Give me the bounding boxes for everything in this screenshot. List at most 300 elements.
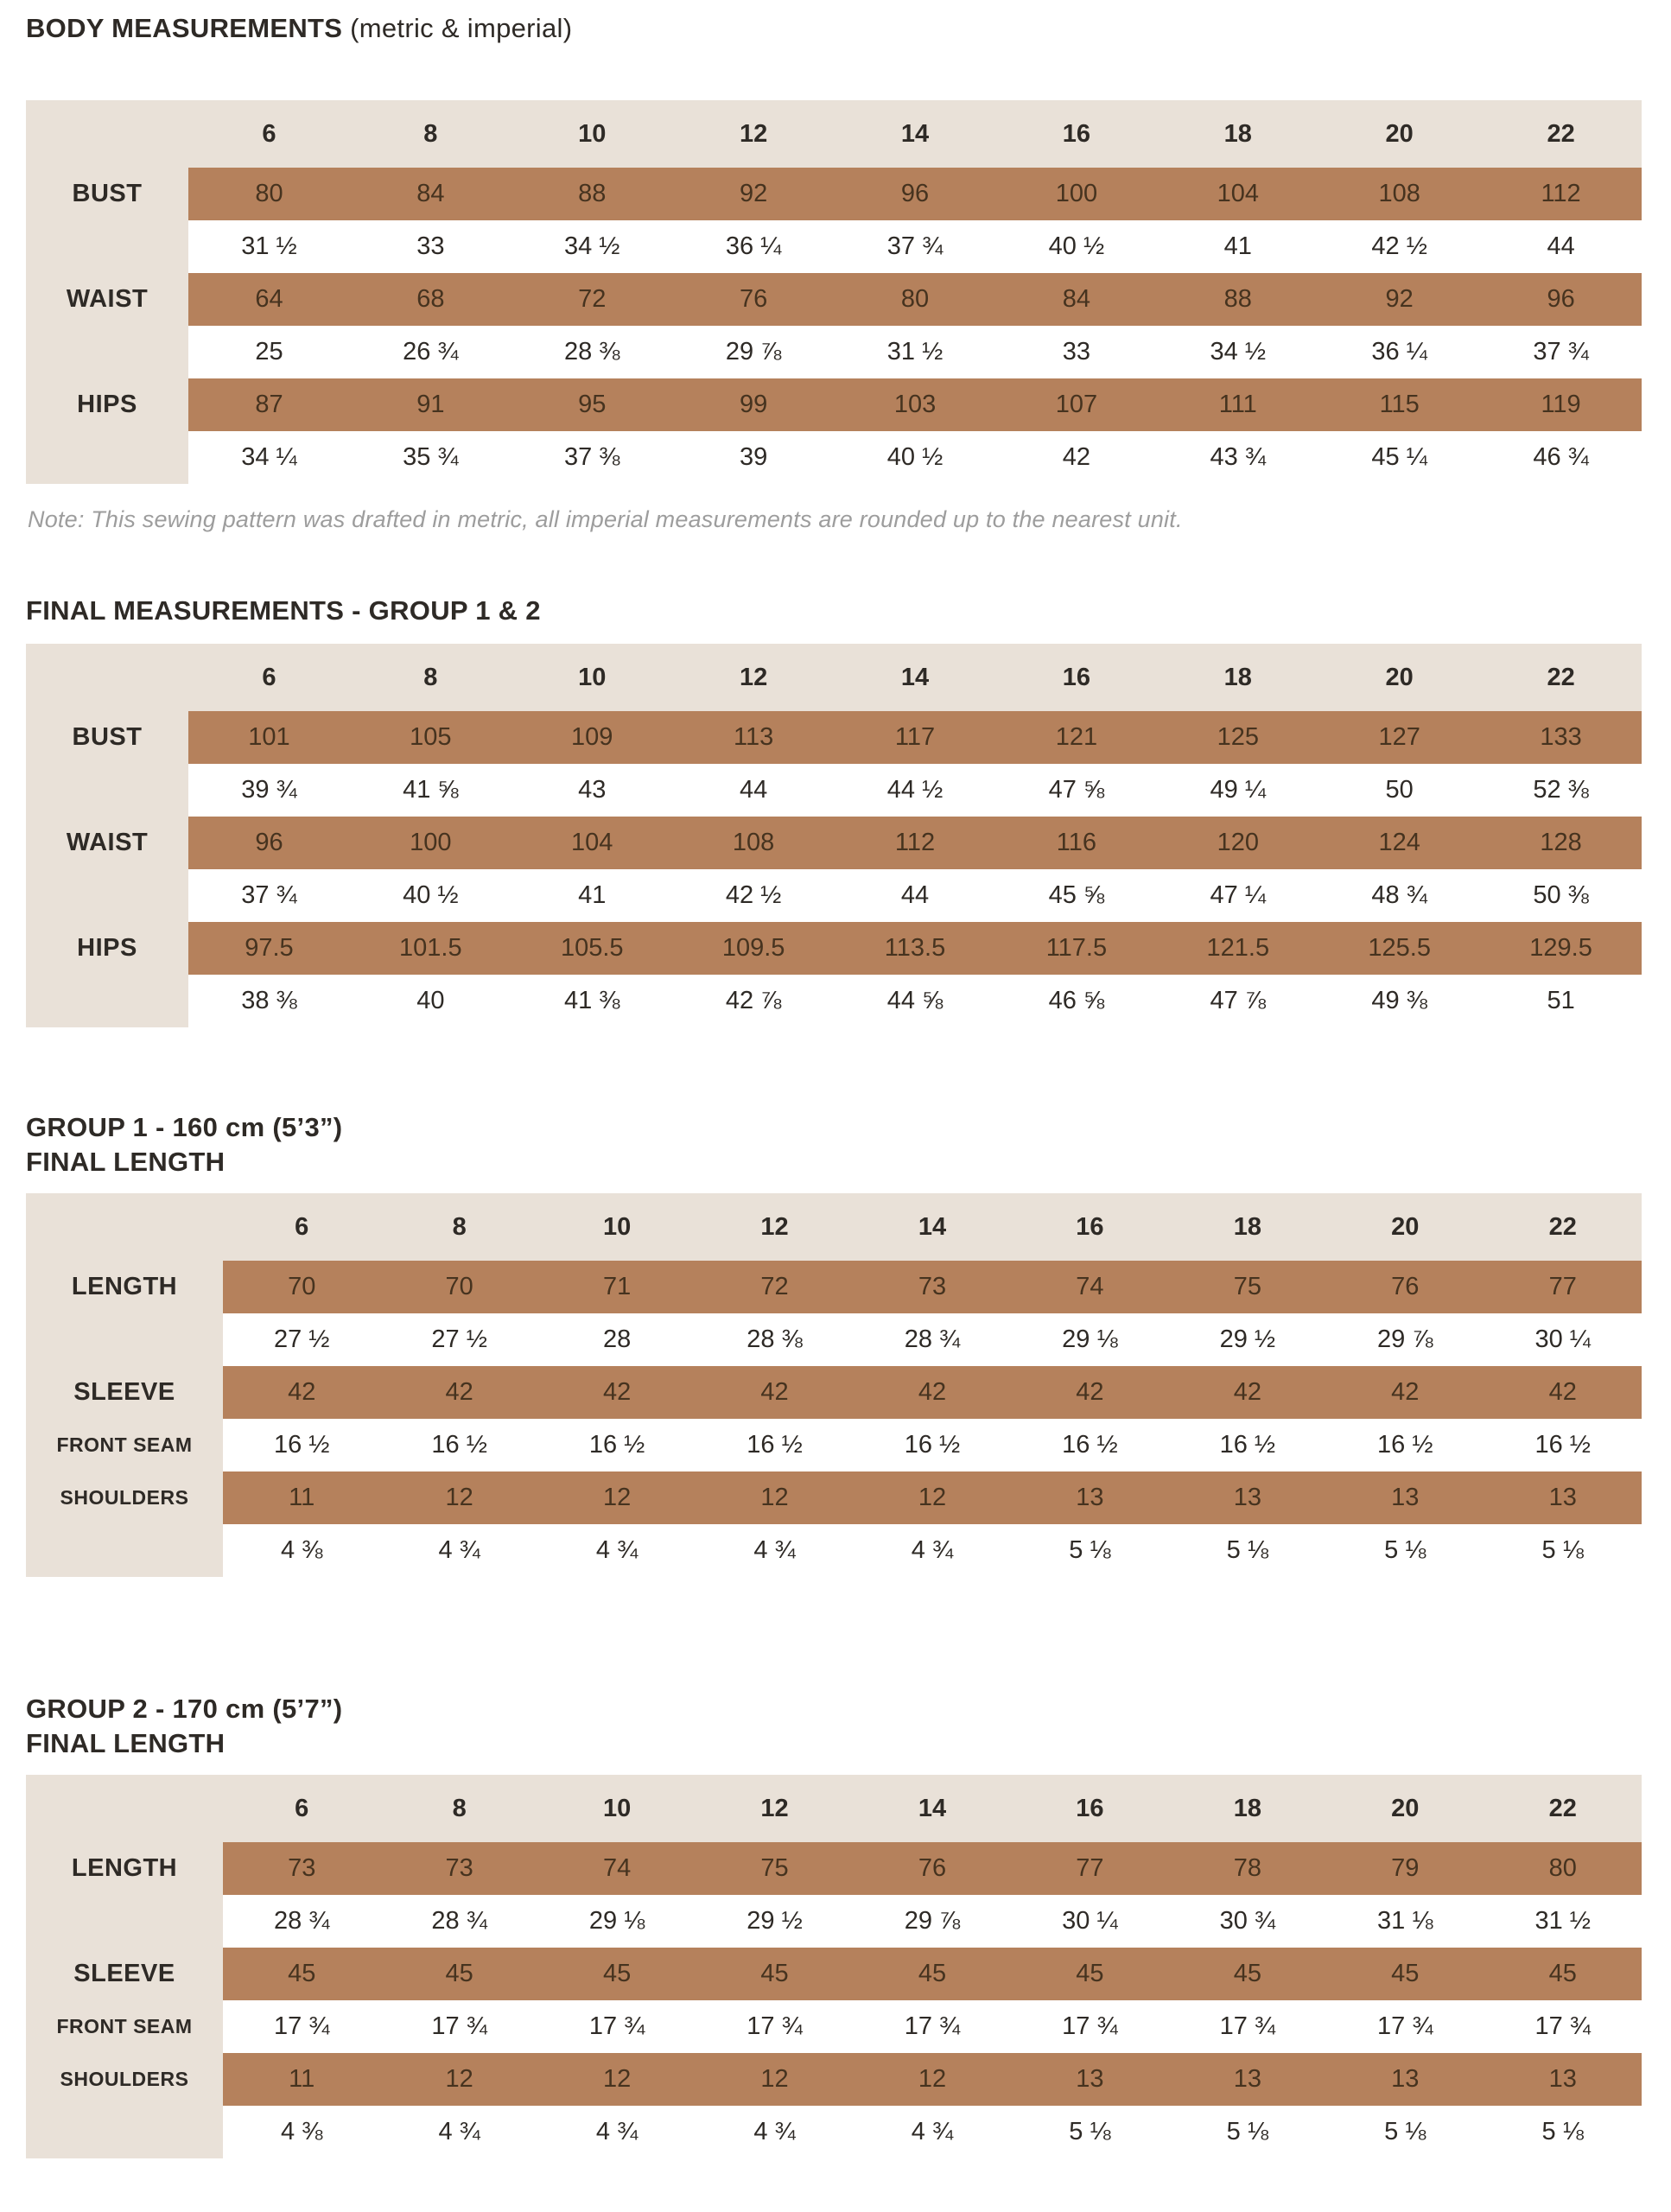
measurement-value: 44 ½ xyxy=(835,764,996,817)
size-column-header: 12 xyxy=(739,119,768,148)
measurement-value: 40 ½ xyxy=(835,431,996,484)
measurement-row xyxy=(26,1948,1642,2000)
measurement-value: 39 xyxy=(673,431,835,484)
row-label xyxy=(26,1313,223,1366)
measurement-value: 26 ¾ xyxy=(350,326,511,378)
measurement-value: 13 xyxy=(1484,1471,1642,1524)
measurement-value: 112 xyxy=(835,817,996,869)
measurement-value: 48 ¾ xyxy=(1318,869,1480,922)
measurement-value: 45 xyxy=(380,1948,537,2000)
measurement-value: 16 ½ xyxy=(1484,1419,1642,1471)
measurement-value: 50 xyxy=(1318,764,1480,817)
measurement-value: 80 xyxy=(188,168,350,220)
measurement-value: 28 xyxy=(538,1313,696,1366)
measurement-value: 12 xyxy=(380,2053,537,2106)
measurement-value: 92 xyxy=(1318,273,1480,326)
measurement-value: 31 ⅛ xyxy=(1326,1895,1484,1948)
size-header-row xyxy=(26,1775,1642,1842)
measurement-value: 16 ½ xyxy=(1011,1419,1168,1471)
measurement-value: 12 xyxy=(538,1471,696,1524)
measurement-value: 41 xyxy=(511,869,673,922)
measurement-value: 88 xyxy=(1157,273,1318,326)
size-column-header: 10 xyxy=(602,1794,632,1822)
group1-heading xyxy=(26,1110,1642,1179)
measurement-value: 44 ⅝ xyxy=(835,975,996,1027)
measurement-value: 79 xyxy=(1326,1842,1484,1895)
row-label: LENGTH xyxy=(26,1261,223,1313)
measurement-value: 45 xyxy=(1326,1948,1484,2000)
measurement-value: 45 ¼ xyxy=(1318,431,1480,484)
measurement-value: 42 ⅞ xyxy=(673,975,835,1027)
size-column-header: 14 xyxy=(918,1794,947,1822)
measurement-value: 16 ½ xyxy=(1326,1419,1484,1471)
measurement-value: 108 xyxy=(1318,168,1480,220)
measurement-value: 43 ¾ xyxy=(1157,431,1318,484)
measurement-value: 42 xyxy=(223,1366,380,1419)
final-measurements-heading: FINAL MEASUREMENTS - GROUP 1 & 2 xyxy=(26,595,541,626)
measurement-value: 92 xyxy=(673,168,835,220)
measurement-value: 28 ¾ xyxy=(380,1895,537,1948)
measurement-value: 125 xyxy=(1157,711,1318,764)
row-label xyxy=(26,764,188,817)
row-label: FRONT SEAM xyxy=(26,1419,223,1471)
size-column-header: 16 xyxy=(1062,663,1091,691)
measurement-value: 34 ¼ xyxy=(188,431,350,484)
size-column-header: 6 xyxy=(262,119,276,148)
measurement-value: 70 xyxy=(380,1261,537,1313)
measurement-value: 42 xyxy=(538,1366,696,1419)
row-label: FRONT SEAM xyxy=(26,2000,223,2053)
measurement-value: 42 xyxy=(1326,1366,1484,1419)
measurement-value: 5 ⅛ xyxy=(1169,2106,1326,2158)
measurement-value: 45 xyxy=(223,1948,380,2000)
measurement-value: 29 ½ xyxy=(1169,1313,1326,1366)
measurement-value: 5 ⅛ xyxy=(1484,2106,1642,2158)
measurement-value: 97.5 xyxy=(188,922,350,975)
measurement-row xyxy=(26,431,1642,484)
measurement-row xyxy=(26,2106,1642,2158)
measurement-value: 17 ¾ xyxy=(538,2000,696,2053)
measurement-value: 13 xyxy=(1484,2053,1642,2106)
measurement-value: 40 xyxy=(350,975,511,1027)
note-text: Note: This sewing pattern was drafted in metric, all imperial measurements are rounded up to the nearest unit. xyxy=(28,506,1183,532)
measurement-value: 29 ⅞ xyxy=(1326,1313,1484,1366)
row-label xyxy=(26,326,188,378)
row-label: BUST xyxy=(26,168,188,220)
measurement-value: 4 ¾ xyxy=(854,1524,1011,1577)
measurement-value: 47 ⅞ xyxy=(1157,975,1318,1027)
measurement-value: 17 ¾ xyxy=(1326,2000,1484,2053)
measurement-value: 109 xyxy=(511,711,673,764)
measurement-value: 30 ¼ xyxy=(1011,1895,1168,1948)
measurement-value: 121 xyxy=(995,711,1157,764)
measurement-value: 11 xyxy=(223,2053,380,2106)
measurement-value: 4 ¾ xyxy=(380,2106,537,2158)
size-column-header: 20 xyxy=(1391,1212,1420,1241)
measurement-row xyxy=(26,2000,1642,2053)
measurement-value: 73 xyxy=(223,1842,380,1895)
measurement-row xyxy=(26,168,1642,220)
measurement-value: 72 xyxy=(511,273,673,326)
measurement-value: 17 ¾ xyxy=(1484,2000,1642,2053)
measurement-value: 45 xyxy=(696,1948,853,2000)
measurement-value: 95 xyxy=(511,378,673,431)
measurement-value: 4 ⅜ xyxy=(223,1524,380,1577)
measurement-row xyxy=(26,1419,1642,1471)
measurement-value: 12 xyxy=(380,1471,537,1524)
measurement-value: 133 xyxy=(1480,711,1642,764)
measurement-value: 99 xyxy=(673,378,835,431)
measurement-value: 88 xyxy=(511,168,673,220)
size-column-header: 18 xyxy=(1233,1212,1261,1241)
size-column-header: 18 xyxy=(1233,1794,1261,1822)
measurement-value: 45 xyxy=(1011,1948,1168,2000)
measurement-value: 25 xyxy=(188,326,350,378)
measurement-value: 4 ¾ xyxy=(696,1524,853,1577)
page-title-main: BODY MEASUREMENTS xyxy=(26,13,343,43)
measurement-value: 5 ⅛ xyxy=(1011,1524,1168,1577)
size-header-row xyxy=(26,1193,1642,1261)
measurement-value: 31 ½ xyxy=(188,220,350,273)
row-label: HIPS xyxy=(26,922,188,975)
measurement-value: 16 ½ xyxy=(1169,1419,1326,1471)
measurement-value: 84 xyxy=(995,273,1157,326)
measurement-value: 120 xyxy=(1157,817,1318,869)
measurement-value: 12 xyxy=(696,1471,853,1524)
measurement-value: 47 ⅝ xyxy=(995,764,1157,817)
measurement-value: 40 ½ xyxy=(350,869,511,922)
measurement-value: 33 xyxy=(350,220,511,273)
measurement-value: 12 xyxy=(538,2053,696,2106)
measurement-value: 5 ⅛ xyxy=(1169,1524,1326,1577)
measurement-value: 44 xyxy=(835,869,996,922)
measurement-value: 101.5 xyxy=(350,922,511,975)
measurement-row xyxy=(26,764,1642,817)
measurement-value: 16 ½ xyxy=(696,1419,853,1471)
size-column-header: 8 xyxy=(423,663,438,691)
measurement-row xyxy=(26,922,1642,975)
measurement-value: 87 xyxy=(188,378,350,431)
measurement-value: 76 xyxy=(1326,1261,1484,1313)
measurement-value: 28 ⅜ xyxy=(511,326,673,378)
measurement-value: 77 xyxy=(1011,1842,1168,1895)
row-label xyxy=(26,869,188,922)
measurement-row xyxy=(26,220,1642,273)
measurement-row xyxy=(26,1842,1642,1895)
measurement-value: 46 ¾ xyxy=(1480,431,1642,484)
measurement-value: 28 ⅜ xyxy=(696,1313,853,1366)
row-label xyxy=(26,975,188,1027)
measurement-value: 117.5 xyxy=(995,922,1157,975)
measurement-value: 29 ⅞ xyxy=(854,1895,1011,1948)
measurement-value: 5 ⅛ xyxy=(1326,2106,1484,2158)
measurement-value: 43 xyxy=(511,764,673,817)
measurement-value: 16 ½ xyxy=(223,1419,380,1471)
size-column-header: 16 xyxy=(1076,1212,1104,1241)
measurement-value: 84 xyxy=(350,168,511,220)
size-column-header: 12 xyxy=(760,1794,789,1822)
measurement-value: 36 ¼ xyxy=(673,220,835,273)
measurement-value: 28 ¾ xyxy=(223,1895,380,1948)
measurement-value: 5 ⅛ xyxy=(1484,1524,1642,1577)
measurement-value: 17 ¾ xyxy=(1169,2000,1326,2053)
size-column-header: 10 xyxy=(578,663,607,691)
measurement-value: 12 xyxy=(854,1471,1011,1524)
measurement-value: 12 xyxy=(696,2053,853,2106)
measurement-row xyxy=(26,1313,1642,1366)
measurement-value: 52 ⅜ xyxy=(1480,764,1642,817)
measurement-value: 47 ¼ xyxy=(1157,869,1318,922)
measurement-value: 117 xyxy=(835,711,996,764)
measurement-value: 42 xyxy=(1011,1366,1168,1419)
row-label xyxy=(26,431,188,484)
measurement-value: 44 xyxy=(1480,220,1642,273)
row-label: LENGTH xyxy=(26,1842,223,1895)
measurement-value: 40 ½ xyxy=(995,220,1157,273)
size-column-header: 14 xyxy=(918,1212,947,1241)
measurement-row xyxy=(26,1895,1642,1948)
measurement-value: 76 xyxy=(673,273,835,326)
measurement-value: 49 ¼ xyxy=(1157,764,1318,817)
measurement-value: 41 ⅜ xyxy=(511,975,673,1027)
measurement-value: 113.5 xyxy=(835,922,996,975)
measurement-value: 100 xyxy=(995,168,1157,220)
row-label: WAIST xyxy=(26,817,188,869)
measurement-value: 105 xyxy=(350,711,511,764)
group2-heading-line1: GROUP 2 - 170 cm (5’7”) xyxy=(26,1694,343,1724)
measurement-value: 42 xyxy=(995,431,1157,484)
size-column-header: 8 xyxy=(452,1794,467,1822)
page-title-suffix: (metric & imperial) xyxy=(342,13,573,43)
measurement-value: 42 xyxy=(1169,1366,1326,1419)
size-header-row xyxy=(26,644,1642,711)
measurement-value: 45 xyxy=(854,1948,1011,2000)
measurement-value: 96 xyxy=(188,817,350,869)
measurement-value: 72 xyxy=(696,1261,853,1313)
measurement-value: 91 xyxy=(350,378,511,431)
measurement-value: 75 xyxy=(696,1842,853,1895)
measurement-value: 13 xyxy=(1011,1471,1168,1524)
size-column-header: 6 xyxy=(295,1212,309,1241)
measurement-value: 111 xyxy=(1157,378,1318,431)
measurement-row xyxy=(26,1366,1642,1419)
measurement-value: 16 ½ xyxy=(854,1419,1011,1471)
measurement-value: 28 ¾ xyxy=(854,1313,1011,1366)
measurement-value: 121.5 xyxy=(1157,922,1318,975)
measurement-value: 45 xyxy=(538,1948,696,2000)
row-label: SLEEVE xyxy=(26,1948,223,2000)
measurement-value: 39 ¾ xyxy=(188,764,350,817)
measurement-value: 73 xyxy=(854,1261,1011,1313)
measurement-value: 41 ⅝ xyxy=(350,764,511,817)
measurement-value: 71 xyxy=(538,1261,696,1313)
measurement-value: 11 xyxy=(223,1471,380,1524)
row-label: WAIST xyxy=(26,273,188,326)
size-column-header: 20 xyxy=(1385,663,1414,691)
measurement-value: 30 ¼ xyxy=(1484,1313,1642,1366)
measurement-value: 101 xyxy=(188,711,350,764)
body-measurements-table xyxy=(26,100,1642,484)
measurement-value: 17 ¾ xyxy=(696,2000,853,2053)
measurement-row xyxy=(26,2053,1642,2106)
measurement-value: 42 xyxy=(854,1366,1011,1419)
size-column-header: 14 xyxy=(900,119,930,148)
measurement-value: 125.5 xyxy=(1318,922,1480,975)
measurement-value: 74 xyxy=(1011,1261,1168,1313)
measurement-value: 127 xyxy=(1318,711,1480,764)
measurement-value: 108 xyxy=(673,817,835,869)
measurement-value: 16 ½ xyxy=(538,1419,696,1471)
size-column-header: 12 xyxy=(739,663,768,691)
size-column-header: 6 xyxy=(295,1794,309,1822)
measurement-value: 4 ¾ xyxy=(696,2106,853,2158)
size-column-header: 18 xyxy=(1223,119,1252,148)
measurement-value: 37 ¾ xyxy=(188,869,350,922)
row-label xyxy=(26,1895,223,1948)
measurement-value: 27 ½ xyxy=(380,1313,537,1366)
measurement-value: 64 xyxy=(188,273,350,326)
row-label: SLEEVE xyxy=(26,1366,223,1419)
measurement-value: 31 ½ xyxy=(835,326,996,378)
row-label: SHOULDERS xyxy=(26,1471,223,1524)
size-column-header: 16 xyxy=(1062,119,1091,148)
measurement-value: 119 xyxy=(1480,378,1642,431)
size-column-header: 14 xyxy=(900,663,930,691)
measurement-row xyxy=(26,817,1642,869)
measurement-value: 13 xyxy=(1326,2053,1484,2106)
size-column-header: 22 xyxy=(1547,663,1575,691)
measurement-value: 33 xyxy=(995,326,1157,378)
size-header-spacer xyxy=(26,1775,223,1842)
size-column-header: 20 xyxy=(1391,1794,1420,1822)
row-label xyxy=(26,1524,223,1577)
measurement-value: 96 xyxy=(1480,273,1642,326)
measurement-value: 37 ¾ xyxy=(835,220,996,273)
group1-final-length-table xyxy=(26,1193,1642,1577)
measurement-value: 73 xyxy=(380,1842,537,1895)
measurement-value: 124 xyxy=(1318,817,1480,869)
measurement-value: 80 xyxy=(835,273,996,326)
measurement-value: 128 xyxy=(1480,817,1642,869)
measurement-value: 13 xyxy=(1326,1471,1484,1524)
measurement-row xyxy=(26,869,1642,922)
size-header-spacer xyxy=(26,1193,223,1261)
measurement-value: 44 xyxy=(673,764,835,817)
measurement-value: 17 ¾ xyxy=(380,2000,537,2053)
measurement-value: 36 ¼ xyxy=(1318,326,1480,378)
measurement-value: 38 ⅜ xyxy=(188,975,350,1027)
measurement-value: 29 ⅞ xyxy=(673,326,835,378)
group2-heading-line2: FINAL LENGTH xyxy=(26,1728,226,1758)
measurement-value: 77 xyxy=(1484,1261,1642,1313)
measurement-value: 41 xyxy=(1157,220,1318,273)
size-column-header: 22 xyxy=(1548,1794,1577,1822)
measurement-value: 129.5 xyxy=(1480,922,1642,975)
size-column-header: 10 xyxy=(578,119,607,148)
size-column-header: 22 xyxy=(1547,119,1575,148)
measurement-row xyxy=(26,1524,1642,1577)
measurement-value: 103 xyxy=(835,378,996,431)
size-column-header: 22 xyxy=(1548,1212,1577,1241)
measurement-value: 45 xyxy=(1169,1948,1326,2000)
measurement-value: 29 ⅛ xyxy=(538,1895,696,1948)
measurement-value: 4 ⅜ xyxy=(223,2106,380,2158)
measurement-value: 12 xyxy=(854,2053,1011,2106)
measurement-value: 45 ⅝ xyxy=(995,869,1157,922)
measurement-value: 105.5 xyxy=(511,922,673,975)
measurement-value: 4 ¾ xyxy=(854,2106,1011,2158)
measurement-value: 29 ½ xyxy=(696,1895,853,1948)
measurement-value: 78 xyxy=(1169,1842,1326,1895)
measurement-value: 42 ½ xyxy=(673,869,835,922)
group2-final-length-table xyxy=(26,1775,1642,2158)
size-column-header: 16 xyxy=(1076,1794,1104,1822)
measurement-row xyxy=(26,1471,1642,1524)
measurement-value: 112 xyxy=(1480,168,1642,220)
measurement-value: 4 ¾ xyxy=(538,2106,696,2158)
size-column-header: 8 xyxy=(423,119,438,148)
measurement-value: 70 xyxy=(223,1261,380,1313)
measurement-value: 5 ⅛ xyxy=(1326,1524,1484,1577)
measurement-value: 45 xyxy=(1484,1948,1642,2000)
size-column-header: 8 xyxy=(452,1212,467,1241)
measurement-value: 50 ⅜ xyxy=(1480,869,1642,922)
measurement-value: 104 xyxy=(1157,168,1318,220)
measurement-value: 109.5 xyxy=(673,922,835,975)
measurement-value: 75 xyxy=(1169,1261,1326,1313)
measurement-value: 30 ¾ xyxy=(1169,1895,1326,1948)
measurement-value: 74 xyxy=(538,1842,696,1895)
measurement-row xyxy=(26,975,1642,1027)
size-column-header: 12 xyxy=(760,1212,789,1241)
measurement-value: 68 xyxy=(350,273,511,326)
measurement-value: 13 xyxy=(1169,1471,1326,1524)
size-column-header: 10 xyxy=(602,1212,632,1241)
row-label: HIPS xyxy=(26,378,188,431)
measurement-value: 37 ⅜ xyxy=(511,431,673,484)
measurement-value: 76 xyxy=(854,1842,1011,1895)
measurement-value: 13 xyxy=(1011,2053,1168,2106)
measurement-value: 42 xyxy=(380,1366,537,1419)
measurement-row xyxy=(26,273,1642,326)
size-header-spacer xyxy=(26,100,188,168)
row-label xyxy=(26,220,188,273)
measurement-value: 13 xyxy=(1169,2053,1326,2106)
measurement-value: 35 ¾ xyxy=(350,431,511,484)
row-label: BUST xyxy=(26,711,188,764)
size-header-row xyxy=(26,100,1642,168)
measurement-value: 46 ⅝ xyxy=(995,975,1157,1027)
measurement-value: 31 ½ xyxy=(1484,1895,1642,1948)
measurement-value: 51 xyxy=(1480,975,1642,1027)
measurement-value: 49 ⅜ xyxy=(1318,975,1480,1027)
size-header-spacer xyxy=(26,644,188,711)
group2-heading xyxy=(26,1692,1642,1761)
measurement-row xyxy=(26,711,1642,764)
measurement-row xyxy=(26,1261,1642,1313)
row-label xyxy=(26,2106,223,2158)
size-column-header: 20 xyxy=(1385,119,1414,148)
page-title xyxy=(26,12,1642,45)
measurement-value: 42 xyxy=(696,1366,853,1419)
measurement-value: 4 ¾ xyxy=(538,1524,696,1577)
row-label: SHOULDERS xyxy=(26,2053,223,2106)
measurement-value: 4 ¾ xyxy=(380,1524,537,1577)
measurement-row xyxy=(26,326,1642,378)
measurement-value: 113 xyxy=(673,711,835,764)
measurement-value: 17 ¾ xyxy=(223,2000,380,2053)
measurement-value: 42 xyxy=(1484,1366,1642,1419)
